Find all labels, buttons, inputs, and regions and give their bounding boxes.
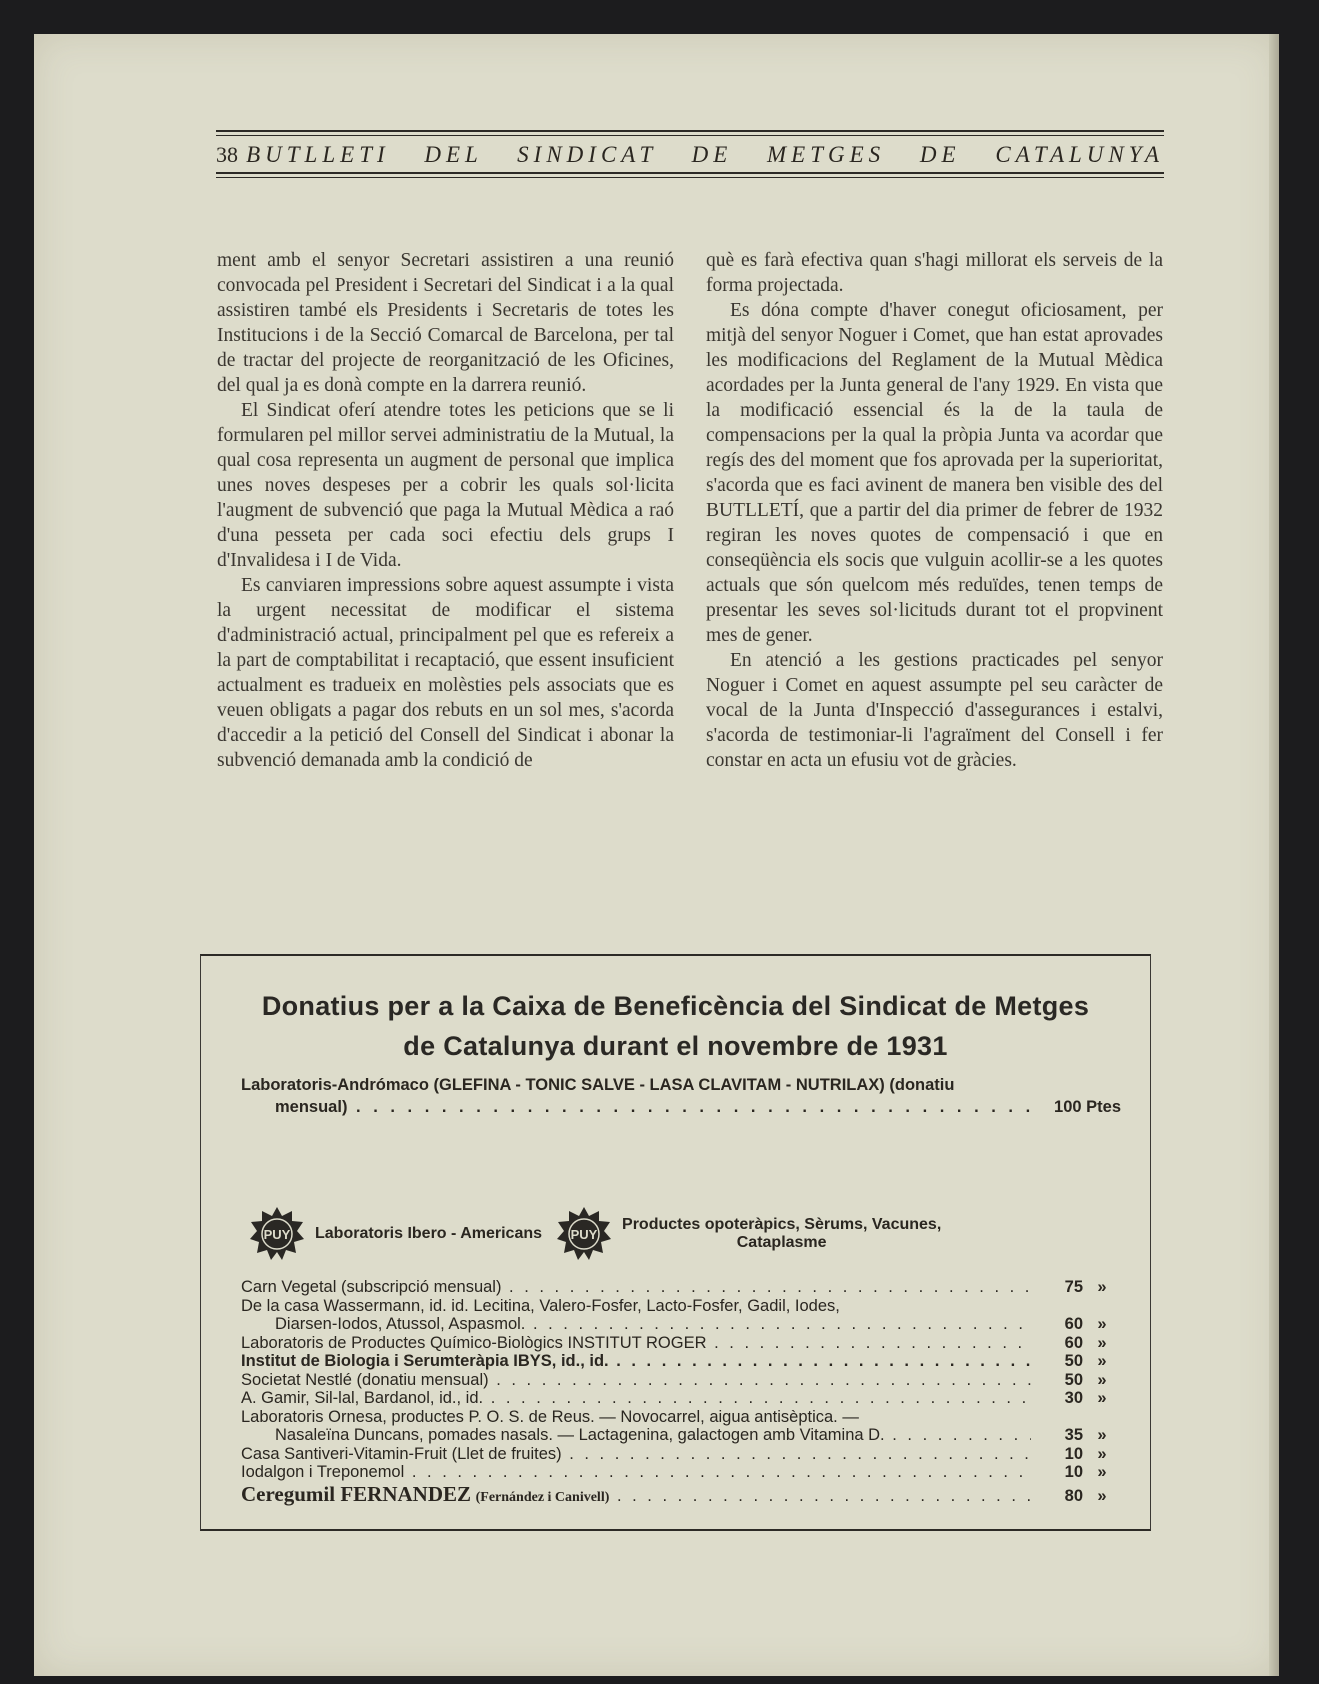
puy-seal-icon [556, 1206, 612, 1262]
donation-text: Diarsen-Iodos, Atussol, Aspasmol. . . . [275, 1315, 1031, 1334]
donation-text: Societat Nestlé (donatiu mensual) . . . [241, 1371, 1031, 1390]
donation-text: Casa Santiveri-Vitamin-Fruit (Llet de fruites) . . . [241, 1445, 1031, 1464]
donation-amount: 30 [1064, 1389, 1083, 1407]
ad-products-line1: Productes opoteràpics, Sèrums, Vacunes, [622, 1216, 942, 1233]
donations-title [201, 986, 1150, 1066]
running-title: BUTLLETI DEL SINDICAT DE METGES DE CATALUNYA [246, 142, 1164, 167]
donation-text: Laboratoris Ornesa, productes P. O. S. de Reus. — Novocarrel, aigua antisèptica. — [241, 1407, 859, 1426]
donation-row [241, 1278, 1121, 1297]
article-columns [217, 248, 1163, 773]
donation-text: Laboratoris de Productes Químico-Biològics INSTITUT ROGER . . . [241, 1334, 1031, 1353]
advertisement-line [249, 1208, 1069, 1260]
donations-box [200, 954, 1151, 1531]
donation-row [241, 1389, 1121, 1408]
donations-title-line1: Donatius per a la Caixa de Beneficència del Sindicat de Metges [261, 991, 1090, 1021]
donation-amount: 80 [1064, 1486, 1083, 1505]
donation-text: Nasaleïna Duncans, pomades nasals. — Lactagenina, galactogen amb Vitamina D. . . . [275, 1426, 1031, 1445]
ditto-mark: » [1097, 1444, 1107, 1463]
donation-row [241, 1334, 1121, 1353]
seal-text: PUY [263, 1227, 291, 1242]
donation-row [241, 1408, 1121, 1427]
paragraph: ment amb el senyor Secretari assistiren a una reunió convocada pel President i Secretari del Sindicat i a la qual assistiren també els Presidents i Secretaris de totes les Institucions i de la Secció Comarcal de Barcelona, per tal de tractar del projecte de reorganització de les Oficines, del qual ja es donà compte en la darrera reunió. [217, 250, 674, 396]
first-entry-line2 [241, 1096, 1121, 1118]
donation-amount: 60 [1064, 1333, 1083, 1352]
ditto-mark: » [1097, 1389, 1107, 1407]
seal-text: PUY [570, 1227, 598, 1242]
journal-page [34, 34, 1279, 1676]
ceregumil-brand: Ceregumil FERNANDEZ [241, 1481, 472, 1506]
donation-text: Iodalgon i Treponemol . . . [241, 1463, 1031, 1482]
right-column [706, 248, 1163, 773]
first-entry-text: mensual) . . . [275, 1096, 1035, 1118]
donations-title-line2: de Catalunya durant el novembre de 1931 [403, 1031, 948, 1061]
ad-products-line2: Cataplasme [736, 1234, 827, 1251]
donation-text [241, 1482, 1031, 1510]
donation-text: De la casa Wassermann, id. id. Lecitina, Valero-Fosfer, Lacto-Fosfer, Gadil, Iodes, [241, 1296, 840, 1315]
ditto-mark: » [1097, 1352, 1107, 1370]
paragraph: què es farà efectiva quan s'hagi millorat els serveis de la forma projectada. [706, 250, 1163, 296]
ditto-mark: » [1097, 1315, 1107, 1333]
ad-products [622, 1216, 941, 1252]
paragraph: En atenció a les gestions practicades pel senyor Noguer i Comet en aquest assumpte pel seu caràcter de vocal de la Junta d'Inspecció d'assegurances i estalvi, s'acorda de testimoniar-li l'agraïment del Consell i fer constar en acta un efusiu vot de gràcies. [706, 650, 1163, 771]
donation-text: Carn Vegetal (subscripció mensual) . . . [241, 1278, 1031, 1297]
ditto-mark: » [1097, 1463, 1107, 1481]
ad-lab-name: Laboratoris Ibero - Americans [315, 1225, 543, 1242]
header-bottom-rule [216, 172, 1164, 174]
left-column [217, 248, 674, 773]
header-bottom-rule-thin [216, 177, 1164, 178]
first-entry-line1: Laboratoris-Andrómaco (GLEFINA - TONIC SALVE - LASA CLAVITAM - NUTRILAX) (donatiu [241, 1076, 955, 1094]
header-row [216, 136, 1164, 172]
first-entry-amount: 100 Ptes [1054, 1098, 1121, 1116]
donation-row [241, 1315, 1121, 1334]
donation-text: A. Gamir, Sil-lal, Bardanol, id., id. . . . [241, 1389, 1031, 1408]
ditto-mark: » [1097, 1370, 1107, 1389]
donation-row [241, 1482, 1121, 1510]
donation-amount: 10 [1064, 1444, 1083, 1463]
donation-amount: 50 [1064, 1352, 1083, 1370]
ditto-mark: » [1097, 1278, 1107, 1296]
donation-row [241, 1352, 1121, 1371]
donation-text: Institut de Biologia i Serumteràpia IBYS, id., id. . . . [241, 1352, 1031, 1371]
donation-entries [241, 1278, 1121, 1510]
ceregumil-maker: (Fernández i Canivell) [475, 1489, 610, 1505]
donation-row [241, 1426, 1121, 1445]
ditto-mark: » [1097, 1426, 1107, 1444]
page-number: 38 [216, 142, 238, 167]
ditto-mark: » [1097, 1333, 1107, 1352]
paragraph: Es dóna compte d'haver conegut oficiosament, per mitjà del senyor Noguer i Comet, que han estat aprovades les modificacions del Reglament de la Mutual Mèdica acordades per la Junta general de l'any 1929. En vista que la modificació essencial és la de la taula de compensacions per la qual la pròpia Junta va acordar que regís des del moment que fos aprovada per la superioritat, s'acorda que es faci avinent de manera ben visible des del BUTLLETÍ, que a partir del dia primer de febrer de 1932 regiran les noves quotes de compensació i que en conseqüència els socis que vulguin acollir-se a les quotes actuals que són quelcom més reduïdes, tenen temps de presentar les seves sol·licituds durant tot el propvinent mes de gener. [706, 300, 1163, 646]
donation-amount: 60 [1064, 1315, 1083, 1333]
donation-row [241, 1445, 1121, 1464]
header-top-rule [216, 130, 1164, 132]
donation-amount: 50 [1064, 1370, 1083, 1389]
paragraph: Es canviaren impressions sobre aquest assumpte i vista la urgent necessitat de modificar el sistema d'administració actual, principalment pel que es refereix a la part de comptabilitat i recaptació, que essent insuficient actualment es tradueix en molèsties pels associats que es veuen obligats a pagar dos rebuts en un sol mes, s'acorda d'accedir a la petició del Consell del Sindicat i abonar la subvenció demanada amb la condició de [217, 575, 674, 771]
ditto-mark: » [1097, 1486, 1107, 1505]
first-donation-entry [241, 1074, 1121, 1118]
puy-seal-icon [249, 1206, 305, 1262]
donation-row [241, 1297, 1121, 1316]
paragraph: El Sindicat oferí atendre totes les peticions que se li formularen pel millor servei administratiu de la Mutual, la qual cosa representa un augment de personal que implica unes noves despeses per a cobrir les quals sol·licita l'augment de subvenció que paga la Mutual Mèdica a raó d'una pesseta per cada soci efectiu dels grups I d'Invalidesa i I de Vida. [217, 400, 674, 571]
page-header [216, 130, 1164, 178]
donation-row [241, 1463, 1121, 1482]
page-spine-shadow [1269, 34, 1279, 1676]
donation-amount: 75 [1064, 1278, 1083, 1296]
donation-amount: 35 [1064, 1426, 1083, 1444]
donation-amount: 10 [1064, 1463, 1083, 1481]
donation-row [241, 1371, 1121, 1390]
